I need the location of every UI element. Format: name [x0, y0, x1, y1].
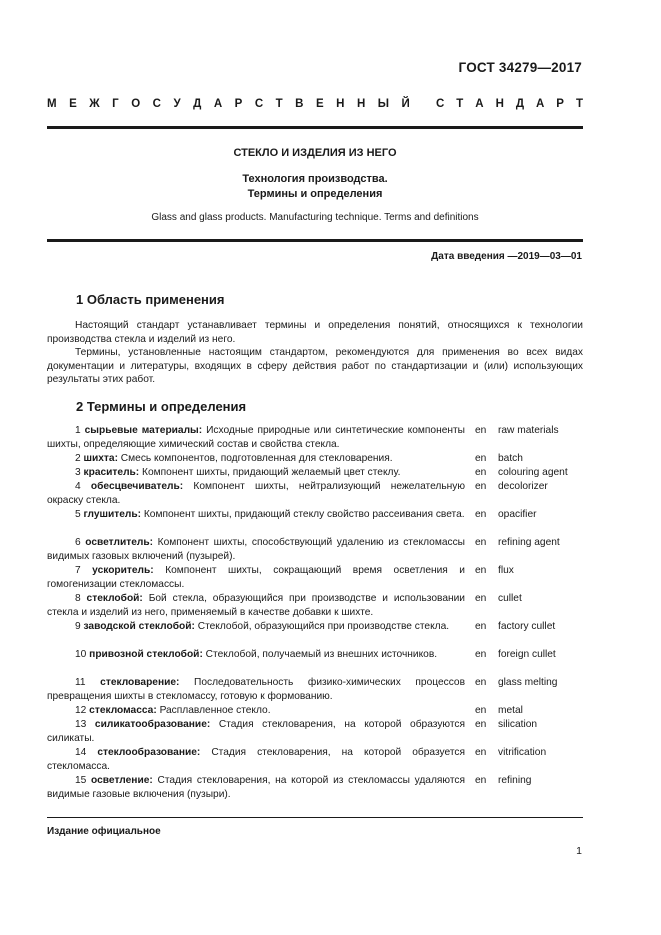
banner-letter: Е — [315, 98, 324, 110]
language-code: en — [475, 677, 487, 688]
title-rule — [47, 239, 583, 242]
banner-letter: Т — [456, 98, 464, 110]
banner-letter: Р — [556, 98, 564, 110]
term-definition — [47, 676, 465, 703]
term-name: ускоритель: — [92, 565, 154, 576]
banner-letter: Т — [275, 98, 283, 110]
english-title: Glass and glass products. Manufacturing technique. Terms and definitions — [151, 212, 479, 223]
term-definition — [47, 592, 465, 619]
language-code: en — [475, 467, 487, 478]
term-name: привозной стеклобой: — [89, 649, 203, 660]
term-definition — [47, 718, 465, 745]
subtitle-line-2: Термины и определения — [247, 188, 383, 200]
term-number: 2 — [75, 453, 84, 464]
banner-letter: У — [173, 98, 181, 110]
document-subtitle — [47, 172, 583, 202]
banner-letter: Р — [234, 98, 243, 110]
term-number: 3 — [75, 467, 84, 478]
banner-letter: Ж — [89, 98, 100, 110]
language-code: en — [475, 481, 487, 492]
term-definition-text: Компонент шихты, придающий желаемый цвет стеклу. — [139, 467, 401, 478]
banner-letter: С — [152, 98, 161, 110]
term-definition-text: Стеклобой, образующийся при производстве стекла. — [194, 621, 450, 632]
header-rule — [47, 126, 583, 129]
language-code: en — [475, 775, 487, 786]
term-name: шихта: — [83, 453, 118, 464]
term-name: сырьевые материалы: — [84, 425, 203, 436]
banner-word-standard — [436, 98, 583, 110]
term-definition — [47, 704, 465, 718]
term-definition-text: Компонент шихты, придающий стеклу свойство рассеивания света. — [141, 509, 465, 520]
subtitle-line-1: Технология производства. — [242, 173, 388, 185]
banner-letter: М — [47, 98, 57, 110]
language-code: en — [475, 747, 487, 758]
term-name: стеклобой: — [86, 593, 143, 604]
section-1-paragraph-1: Настоящий стандарт устанавливает термины и определения понятий, относящихся к технологии производства стекла и изделий из него. — [47, 320, 583, 345]
term-name: заводской стеклобой: — [83, 621, 195, 632]
section-1-heading: 1 Область применения — [76, 292, 225, 307]
footer-rule — [47, 817, 583, 818]
term-definition — [47, 620, 465, 634]
language-code: en — [475, 425, 487, 436]
term-number: 12 — [75, 705, 90, 716]
language-code: en — [475, 593, 487, 604]
banner-letter: Ы — [377, 98, 390, 110]
term-number: 8 — [75, 593, 87, 604]
english-equivalent: vitrification — [498, 747, 547, 758]
banner-letter: Й — [401, 98, 410, 110]
banner-letter: Д — [515, 98, 525, 110]
language-code: en — [475, 537, 487, 548]
term-name: стеклообразование: — [97, 747, 201, 758]
banner-letter: В — [295, 98, 304, 110]
banner-letter: Н — [495, 98, 504, 110]
term-definition — [47, 452, 465, 466]
language-code: en — [475, 649, 487, 660]
english-equivalent: raw materials — [498, 425, 559, 436]
term-name: стекломасса: — [89, 705, 157, 716]
language-code: en — [475, 565, 487, 576]
term-number: 15 — [75, 775, 92, 786]
english-equivalent: decolorizer — [498, 481, 548, 492]
banner-letter: А — [213, 98, 223, 110]
term-number: 9 — [75, 621, 84, 632]
term-definition — [47, 508, 465, 522]
banner-letter: С — [254, 98, 264, 110]
term-definition-text: Компонент шихты, способствующий удалению из стекломассы видимых газовых включений (пузырей). — [47, 537, 466, 562]
banner-letter: Н — [336, 98, 345, 110]
term-definition — [47, 648, 465, 662]
term-name: обесцвечиватель: — [90, 481, 184, 492]
term-definition — [47, 536, 465, 563]
term-definition-text: Стадия стекловарения, на которой образуется стекломасса. — [47, 747, 465, 772]
english-equivalent: flux — [498, 565, 514, 576]
term-definition-text: Стеклобой, получаемый из внешних источников. — [202, 649, 438, 660]
banner-letter: О — [131, 98, 141, 110]
official-edition-note: Издание официальное — [47, 826, 161, 837]
term-name: осветление: — [91, 775, 153, 786]
introduction-date: Дата введения —2019—03—01 — [431, 251, 582, 262]
term-name: осветлитель: — [85, 537, 154, 548]
term-definition — [47, 774, 465, 801]
section-2-heading: 2 Термины и определения — [76, 399, 247, 414]
banner-letter: Д — [193, 98, 202, 110]
term-definition-text: Последовательность физико-химических процессов превращения шихты в стекломассу, готовую к формованию. — [47, 677, 465, 702]
english-equivalent: glass melting — [498, 677, 558, 688]
term-number: 7 — [75, 565, 93, 576]
term-number: 1 — [75, 425, 85, 436]
term-definition-text: Смесь компонентов, подготовленная для стекловарения. — [117, 453, 393, 464]
term-name: стекловарение: — [100, 677, 180, 688]
term-number: 14 — [75, 747, 98, 758]
english-equivalent: foreign cullet — [498, 649, 556, 660]
banner-letter: Т — [575, 98, 583, 110]
english-equivalent: opacifier — [498, 509, 537, 520]
term-definition-text: Расплавленное стекло. — [156, 705, 271, 716]
banner-letter: Н — [356, 98, 366, 110]
page-number: 1 — [576, 845, 582, 857]
term-definition-text: Исходные природные или синтетические компоненты шихты, определяющие химический состав и свойства стекла. — [47, 425, 465, 450]
english-equivalent: metal — [498, 705, 523, 716]
term-name: краситель: — [83, 467, 140, 478]
term-definition-text: Компонент шихты, нейтрализующий нежелательную окраску стекла. — [47, 481, 466, 506]
term-definition — [47, 480, 465, 507]
english-equivalent: refining — [498, 775, 532, 786]
banner-word-interstate — [47, 98, 410, 110]
language-code: en — [475, 621, 487, 632]
term-name: силикатообразование: — [94, 719, 211, 730]
banner-letter: Е — [69, 98, 77, 110]
term-definition — [47, 564, 465, 591]
term-definition — [47, 746, 465, 773]
term-number: 10 — [75, 649, 90, 660]
english-equivalent: colouring agent — [498, 467, 568, 478]
language-code: en — [475, 509, 487, 520]
standard-number: ГОСТ 34279—2017 — [458, 60, 582, 75]
banner-letter: Г — [112, 98, 119, 110]
english-equivalent: cullet — [498, 593, 522, 604]
english-equivalent: refining agent — [498, 537, 560, 548]
term-name: глушитель: — [83, 509, 142, 520]
banner-letter: А — [475, 98, 484, 110]
banner-letter: С — [436, 98, 445, 110]
english-equivalent: batch — [498, 453, 523, 464]
language-code: en — [475, 705, 487, 716]
term-definition-text: Бой стекла, образующийся при производстве и использовании стекла и изделий из него, применяемый в качестве добавки к шихте. — [47, 593, 466, 618]
term-definition-text: Компонент шихты, сокращающий время осветления и гомогенизации стекломассы. — [47, 565, 465, 590]
banner-letter: А — [536, 98, 545, 110]
term-definition-text: Стадия стекловарения, на которой образуются силикаты. — [47, 719, 465, 744]
term-number: 5 — [75, 509, 84, 520]
term-definition — [47, 424, 465, 451]
term-number: 6 — [75, 537, 86, 548]
interstate-standard-banner — [47, 98, 583, 110]
term-number: 13 — [75, 719, 95, 730]
term-definition — [47, 466, 465, 480]
term-definition-text: Стадия стекловарения, на которой из стекломассы удаляются видимые газовые включения (пузыри). — [47, 775, 465, 800]
term-number: 11 — [75, 677, 101, 688]
language-code: en — [475, 719, 487, 730]
english-equivalent: factory cullet — [498, 621, 556, 632]
language-code: en — [475, 453, 487, 464]
document-title: СТЕКЛО И ИЗДЕЛИЯ ИЗ НЕГО — [233, 147, 397, 159]
term-number: 4 — [75, 481, 91, 492]
section-1-paragraph-2: Термины, установленные настоящим стандартом, рекомендуются для применения во всех видах документации и литературы, входящих в сферу действия работ по стандартизации и (или) использующих результаты этих работ. — [47, 347, 583, 385]
english-equivalent: silication — [498, 719, 538, 730]
